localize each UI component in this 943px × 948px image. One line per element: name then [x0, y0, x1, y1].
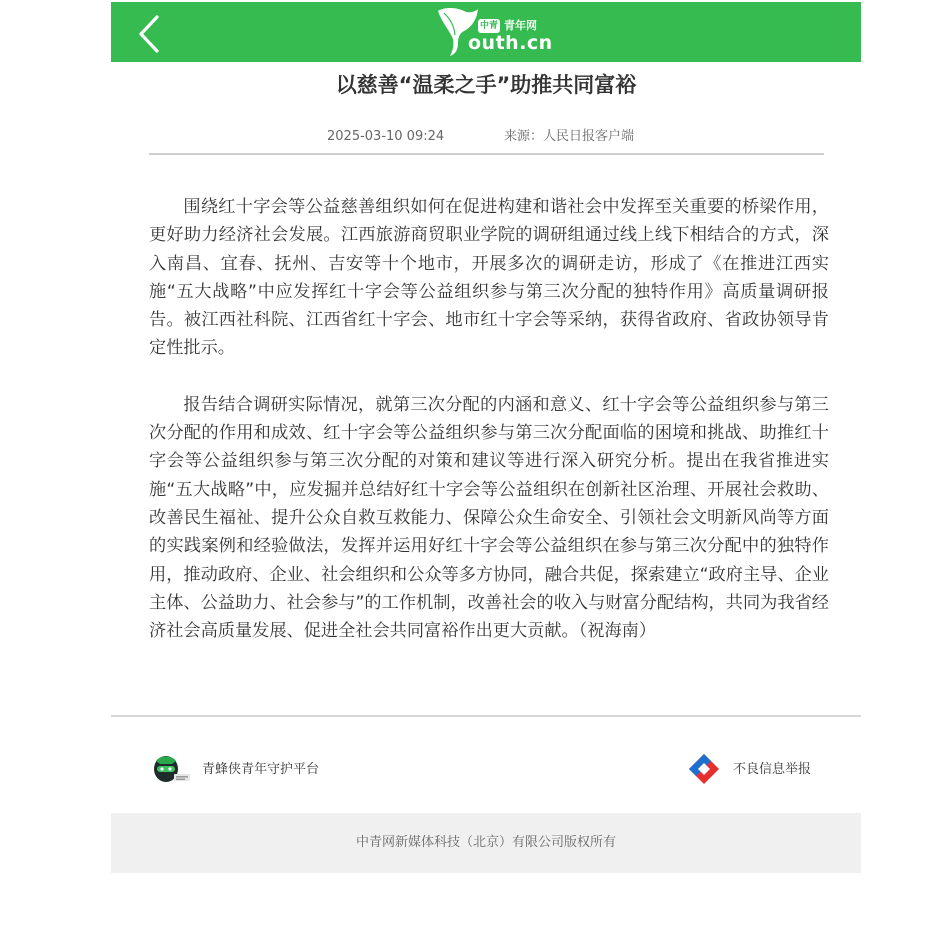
article-title: 以慈善“温柔之手”助推共同富裕: [335, 73, 637, 97]
youth-platform-label: 青蜂侠青年守护平台: [202, 762, 320, 777]
article-paragraph: 围绕红十字会等公益慈善组织如何在促进构建和谐社会中发挥至关重要的桥梁作用，更好助力经济社会发展。江西旅游商贸职业学院的调研组通过线上线下相结合的方式，深入南昌、宜春、抚州、吉安等十个地市，开展多次的调研走访，形成了《在推进江西实施“五大战略”中应发挥红十字会等公益组织参与第三次分配的独特作用》高质量调研报告。被江西社科院、江西省红十字会、地市红十字会等采纳，获得省政府、省政协领导肯定性批示。: [149, 197, 829, 359]
content-divider: [111, 715, 861, 717]
article-paragraph: 报告结合调研实际情况，就第三次分配的内涵和意义、红十字会等公益组织参与第三次分配的作用和成效、红十字会等公益组织参与第三次分配面临的困境和挑战、助推红十字会等公益组织参与第三次分配的对策和建议等进行深入研究分析。提出在我省推进实施“五大战略”中，应发掘并总结好红十字会等公益组织在创新社区治理、开展社会救助、改善民生福祉、提升公众自救互救能力、保障公众生命安全、引领社会文明新风尚等方面的实践案例和经验做法，发挥并运用好红十字会等公益组织在参与第三次分配中的独特作用，推动政府、企业、社会组织和公众等多方协同，融合共促，探索建立“政府主导、企业主体、公益助力、社会参与”的工作机制，改善社会的收入与财富分配结构，共同为我省经济社会高质量发展、促进全社会共同富裕作出更大贡献。（祝海南）: [149, 394, 829, 642]
report-label: 不良信息举报: [733, 762, 812, 777]
site-logo[interactable]: [434, 5, 553, 57]
back-button[interactable]: [133, 14, 167, 54]
site-header: [111, 2, 861, 62]
meta-divider: [149, 153, 824, 155]
footer-links: [111, 750, 861, 790]
report-logo-icon: [685, 752, 723, 786]
logo-en-text: outh.cn: [468, 32, 553, 54]
report-link[interactable]: [685, 750, 825, 790]
copyright-bar: 中青网新媒体科技（北京）有限公司版权所有: [111, 813, 861, 873]
article-meta: [149, 126, 824, 148]
chevron-left-icon: [133, 14, 167, 54]
logo-cn-name: 青年网: [504, 19, 537, 32]
article-body: [149, 193, 829, 645]
youth-platform-logo-icon: [152, 752, 192, 786]
publish-date: 2025-03-10 09:24: [327, 129, 445, 144]
logo-badge: 中青: [480, 21, 499, 31]
article-source: 来源：人民日报客户端: [504, 129, 635, 144]
